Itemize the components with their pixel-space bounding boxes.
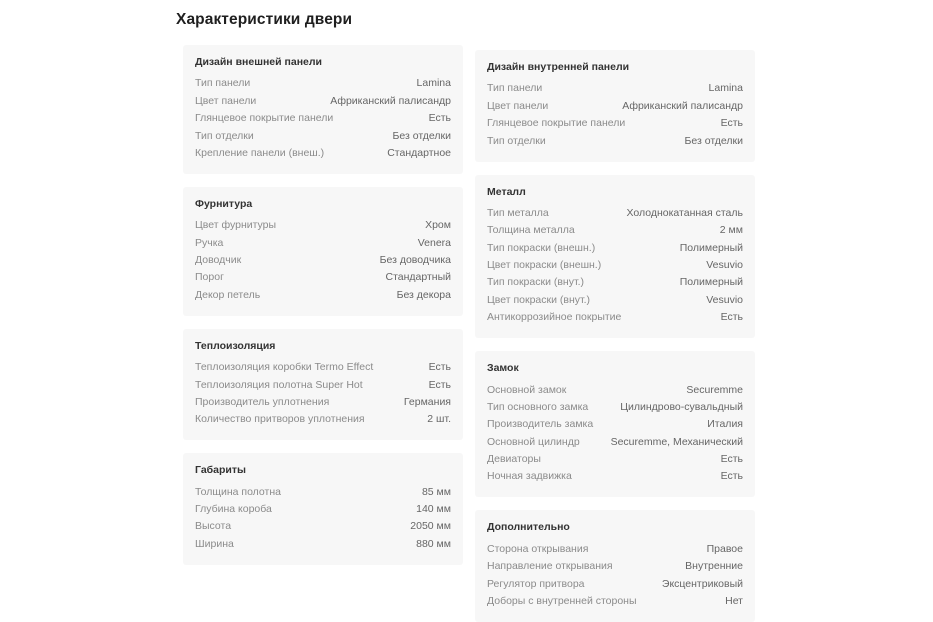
spec-row: [195, 234, 451, 251]
spec-row: [195, 127, 451, 144]
card-dimensions: [183, 453, 463, 565]
spec-columns: [183, 45, 755, 622]
spec-value: Стандартное: [387, 146, 451, 159]
spec-label: Глубина короба: [195, 503, 272, 516]
spec-value: Venera: [417, 236, 451, 249]
spec-row: [487, 381, 743, 398]
spec-label: Крепление панели (внеш.): [195, 146, 325, 159]
spec-row: [195, 376, 451, 393]
spec-value: Без отделки: [392, 129, 451, 142]
spec-value: Vesuvio: [706, 293, 743, 306]
spec-row: [487, 132, 743, 149]
spec-label: Цвет фурнитуры: [195, 219, 277, 232]
spec-value: Securemme: [686, 383, 743, 396]
spec-row: [195, 394, 451, 411]
spec-value: Есть: [720, 453, 743, 466]
spec-label: Цвет панели: [487, 99, 549, 112]
spec-label: Тип панели: [487, 82, 543, 95]
spec-label: Тип отделки: [487, 134, 546, 147]
spec-value: Есть: [428, 378, 451, 391]
spec-label: Тип покраски (внешн.): [487, 241, 596, 254]
spec-rows: [195, 75, 451, 162]
spec-row: [195, 252, 451, 269]
spec-value: Африканский палисандр: [622, 99, 743, 112]
spec-row: [487, 257, 743, 274]
spec-label: Цвет панели: [195, 94, 257, 107]
spec-value: Полимерный: [679, 276, 743, 289]
card-hardware: [183, 187, 463, 316]
spec-value: 2 мм: [719, 224, 743, 237]
spec-label: Направление открывания: [487, 560, 613, 573]
spec-row: [487, 222, 743, 239]
spec-label: Тип основного замка: [487, 400, 589, 413]
spec-rows: [195, 483, 451, 553]
spec-row: [195, 411, 451, 428]
spec-value: Lamina: [416, 77, 451, 90]
spec-label: Тип металла: [487, 206, 549, 219]
spec-row: [487, 399, 743, 416]
card-title: Дизайн внешней панели: [195, 56, 322, 68]
spec-row: [487, 468, 743, 485]
spec-row: [487, 575, 743, 592]
spec-value: Эксцентриковый: [661, 577, 743, 590]
spec-row: [487, 291, 743, 308]
card-title: Дизайн внутренней панели: [487, 61, 630, 73]
spec-value: 2 шт.: [427, 413, 451, 426]
spec-label: Цвет покраски (внешн.): [487, 259, 602, 272]
spec-value: Цилиндрово-сувальдный: [620, 400, 743, 413]
spec-row: [195, 217, 451, 234]
spec-row: [487, 540, 743, 557]
spec-value: Есть: [720, 117, 743, 130]
card-internal-panel-design: [475, 50, 755, 162]
spec-value: Африканский палисандр: [330, 94, 451, 107]
spec-row: [487, 593, 743, 610]
spec-label: Порог: [195, 271, 224, 284]
spec-row: [487, 433, 743, 450]
spec-value: Нет: [725, 594, 743, 607]
spec-label: Ночная задвижка: [487, 470, 572, 483]
spec-value: Без декора: [396, 288, 451, 301]
spec-value: Lamina: [708, 82, 743, 95]
spec-label: Теплоизоляция полотна Super Hot: [195, 378, 363, 391]
spec-row: [487, 97, 743, 114]
spec-value: Vesuvio: [706, 259, 743, 272]
spec-value: Есть: [720, 311, 743, 324]
spec-label: Антикоррозийное покрытие: [487, 311, 622, 324]
card-metal: [475, 175, 755, 339]
spec-label: Теплоизоляция коробки Termo Effect: [195, 361, 374, 374]
spec-value: Есть: [428, 361, 451, 374]
spec-row: [195, 501, 451, 518]
spec-value: 140 мм: [416, 503, 451, 516]
spec-label: Регулятор притвора: [487, 577, 585, 590]
spec-row: [487, 239, 743, 256]
spec-label: Производитель замка: [487, 418, 594, 431]
spec-rows: [195, 217, 451, 304]
spec-row: [195, 110, 451, 127]
spec-row: [487, 205, 743, 222]
spec-value: Хром: [425, 219, 451, 232]
spec-value: Securemme, Механический: [610, 435, 743, 448]
spec-label: Сторона открывания: [487, 542, 589, 555]
card-title: Габариты: [195, 464, 246, 477]
spec-label: Основной цилиндр: [487, 435, 580, 448]
spec-rows: [487, 381, 743, 485]
spec-row: [487, 309, 743, 326]
spec-column-left: [183, 45, 463, 565]
card-title: Теплоизоляция: [195, 339, 276, 352]
spec-row: [195, 483, 451, 500]
spec-value: Без доводчика: [379, 254, 451, 267]
spec-value: 2050 мм: [410, 520, 451, 533]
spec-label: Количество притворов уплотнения: [195, 413, 365, 426]
card-lock: [475, 351, 755, 497]
spec-row: [487, 274, 743, 291]
spec-row: [195, 92, 451, 109]
spec-label: Глянцевое покрытие панели: [487, 117, 626, 130]
spec-rows: [195, 359, 451, 429]
card-title: Дополнительно: [487, 521, 570, 534]
spec-value: Германия: [403, 395, 451, 408]
card-title: Замок: [487, 362, 519, 375]
spec-rows: [487, 540, 743, 610]
spec-label: Цвет покраски (внут.): [487, 293, 591, 306]
spec-label: Тип панели: [195, 77, 251, 90]
card-title: Металл: [487, 185, 526, 198]
spec-label: Тип отделки: [195, 129, 254, 142]
card-additional: [475, 510, 755, 622]
spec-label: Основной замок: [487, 383, 567, 396]
spec-label: Производитель уплотнения: [195, 395, 330, 408]
spec-row: [487, 115, 743, 132]
spec-row: [195, 535, 451, 552]
spec-label: Толщина полотна: [195, 485, 281, 498]
card-title: Фурнитура: [195, 197, 253, 210]
spec-label: Ширина: [195, 537, 234, 550]
spec-row: [487, 451, 743, 468]
spec-value: Есть: [428, 112, 451, 125]
spec-row: [487, 558, 743, 575]
spec-label: Девиаторы: [487, 453, 541, 466]
spec-value: Есть: [720, 470, 743, 483]
spec-label: Глянцевое покрытие панели: [195, 112, 334, 125]
spec-label: Ручка: [195, 236, 224, 249]
spec-value: Холоднокатанная сталь: [626, 206, 743, 219]
spec-rows: [487, 80, 743, 150]
spec-value: Италия: [707, 418, 743, 431]
spec-label: Высота: [195, 520, 232, 533]
card-thermal-insulation: [183, 329, 463, 441]
card-external-panel-design: [183, 45, 463, 174]
spec-label: Доводчик: [195, 254, 242, 267]
spec-column-right: [475, 50, 755, 622]
spec-rows: [487, 205, 743, 327]
page-title: Характеристики двери: [176, 11, 353, 28]
spec-value: Правое: [706, 542, 743, 555]
spec-label: Доборы с внутренней стороны: [487, 594, 637, 607]
spec-row: [487, 416, 743, 433]
spec-row: [195, 75, 451, 92]
spec-value: Внутренние: [685, 560, 743, 573]
spec-row: [195, 518, 451, 535]
spec-label: Декор петель: [195, 288, 261, 301]
spec-row: [487, 80, 743, 97]
spec-label: Толщина металла: [487, 224, 575, 237]
spec-value: Без отделки: [684, 134, 743, 147]
spec-label: Тип покраски (внут.): [487, 276, 585, 289]
spec-value: Полимерный: [679, 241, 743, 254]
spec-row: [195, 286, 451, 303]
spec-row: [195, 269, 451, 286]
spec-value: 880 мм: [416, 537, 451, 550]
spec-value: 85 мм: [421, 485, 451, 498]
spec-row: [195, 145, 451, 162]
spec-row: [195, 359, 451, 376]
spec-value: Стандартный: [385, 271, 451, 284]
